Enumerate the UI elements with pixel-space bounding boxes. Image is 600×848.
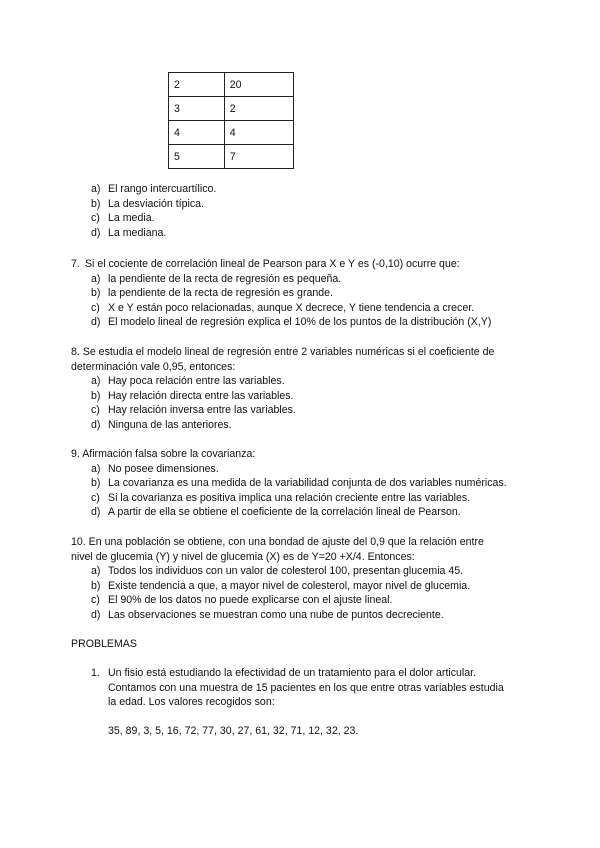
option-label: a) — [91, 272, 101, 285]
question-stem: nivel de glucemia (Y) y nivel de glucemia (X) es de Y=20 +X/4. Entonces: — [71, 550, 415, 563]
question-number: 7. — [71, 258, 80, 270]
table-cell: 2 — [169, 73, 225, 97]
option-label: c) — [91, 212, 100, 225]
option-label: b) — [91, 389, 101, 402]
question-10 — [71, 535, 541, 623]
option-label: d) — [91, 608, 101, 621]
option-label: b) — [91, 197, 101, 210]
option-text: Hay relación directa entre las variables. — [108, 389, 294, 402]
option-label: c) — [91, 594, 100, 607]
option-text: Las observaciones se muestran como una nube de puntos decreciente. — [108, 608, 444, 621]
option-c — [71, 301, 541, 316]
option-d — [71, 418, 541, 433]
option-label: a) — [91, 183, 101, 195]
table-cell: 4 — [224, 121, 293, 145]
question-stem: 9. Afirmación falsa sobre la covarianza: — [71, 448, 256, 460]
option-text: La desviación típica. — [108, 197, 204, 210]
option-b — [71, 579, 541, 594]
option-label: c) — [91, 404, 100, 417]
option-b — [71, 389, 541, 404]
table-row — [169, 121, 294, 145]
table-cell: 5 — [169, 145, 225, 169]
option-b — [71, 197, 541, 212]
option-b — [71, 286, 541, 301]
option-text: El rango intercuartílico. — [108, 183, 217, 195]
option-label: a) — [91, 375, 101, 388]
option-text: El modelo lineal de regresión explica el 10% de los puntos de la distribución (X,Y) — [108, 316, 492, 329]
question-6-options — [71, 182, 541, 240]
table-cell: 20 — [224, 73, 293, 97]
problem-values — [71, 724, 541, 739]
option-text: A partir de ella se obtiene el coeficiente de la correlación lineal de Pearson. — [108, 506, 461, 519]
problem-1 — [71, 666, 541, 739]
problems-section — [71, 637, 541, 652]
option-d — [71, 505, 541, 520]
option-text: Todos los individuos con un valor de colesterol 100, presentan glucemia 45. — [108, 565, 464, 578]
option-text: Hay relación inversa entre las variables. — [108, 404, 296, 417]
problem-line: la edad. Los valores recogidos son: — [108, 696, 275, 709]
option-text: Ninguna de las anteriores. — [108, 418, 232, 431]
option-label: b) — [91, 287, 101, 300]
option-a — [71, 564, 541, 579]
table-row — [169, 145, 294, 169]
option-label: d) — [91, 506, 101, 519]
option-d — [71, 608, 541, 623]
option-a — [71, 374, 541, 389]
option-d — [71, 226, 541, 241]
option-label: d) — [91, 226, 101, 239]
values-list: 35, 89, 3, 5, 16, 72, 77, 30, 27, 61, 32, 71, 12, 32, 23. — [108, 725, 359, 738]
option-c — [71, 403, 541, 418]
option-label: b) — [91, 477, 101, 490]
table-row — [169, 73, 294, 97]
option-label: c) — [91, 301, 100, 314]
option-text: Hay poca relación entre las variables. — [108, 375, 285, 388]
option-text: No posee dimensiones. — [108, 462, 219, 475]
question-9 — [71, 447, 541, 520]
option-label: d) — [91, 316, 101, 329]
table-cell: 3 — [169, 97, 225, 121]
option-text: Si la covarianza es positiva implica una relación creciente entre las variables. — [108, 491, 471, 504]
question-7 — [71, 257, 541, 330]
table-cell: 4 — [169, 121, 225, 145]
option-a — [71, 182, 541, 197]
option-text: El 90% de los datos no puede explicarse con el ajuste lineal. — [108, 594, 393, 607]
question-8 — [71, 345, 541, 433]
option-label: c) — [91, 491, 100, 504]
question-stem: 8. Se estudia el modelo lineal de regresión entre 2 variables numéricas si el coeficiente de — [71, 346, 495, 358]
option-label: b) — [91, 579, 101, 592]
problem-line: Contamos con una muestra de 15 pacientes en los que entre otras variables estudia — [108, 681, 504, 694]
data-table — [168, 72, 294, 169]
option-c — [71, 211, 541, 226]
option-text: La media. — [108, 212, 155, 225]
option-text: Existe tendencia a que, a mayor nivel de colesterol, mayor nivel de glucemia. — [108, 579, 471, 592]
table-cell: 2 — [224, 97, 293, 121]
option-c — [71, 491, 541, 506]
section-heading: PROBLEMAS — [71, 638, 137, 650]
question-stem: 10. En una población se obtiene, con una bondad de ajuste del 0,9 que la relación entre — [71, 536, 484, 548]
option-c — [71, 593, 541, 608]
option-d — [71, 315, 541, 330]
problem-text — [71, 681, 541, 696]
option-a — [71, 272, 541, 287]
option-text: La covarianza es una medida de la variabilidad conjunta de dos variables numéricas. — [108, 477, 507, 490]
question-stem: determinación vale 0,95, entonces: — [71, 360, 236, 373]
problem-number: 1. — [91, 667, 100, 679]
table-row — [169, 97, 294, 121]
problem-text — [71, 666, 541, 681]
option-a — [71, 462, 541, 477]
option-text: la pendiente de la recta de regresión es pequeña. — [108, 272, 342, 285]
option-text: la pendiente de la recta de regresión es grande. — [108, 287, 333, 300]
question-text: Si el cociente de correlación lineal de Pearson para X e Y es (-0,10) ocurre que: — [84, 258, 460, 270]
option-label: d) — [91, 418, 101, 431]
option-label: a) — [91, 462, 101, 475]
problem-line: Un fisio está estudiando la efectividad de un tratamiento para el dolor articular. — [108, 667, 477, 679]
problem-text — [71, 695, 541, 710]
option-b — [71, 476, 541, 491]
table-cell: 7 — [224, 145, 293, 169]
option-text: La mediana. — [108, 226, 167, 239]
option-text: X e Y están poco relacionadas, aunque X decrece, Y tiene tendencia a crecer. — [108, 301, 475, 314]
question-stem — [71, 257, 541, 272]
option-label: a) — [91, 565, 101, 578]
